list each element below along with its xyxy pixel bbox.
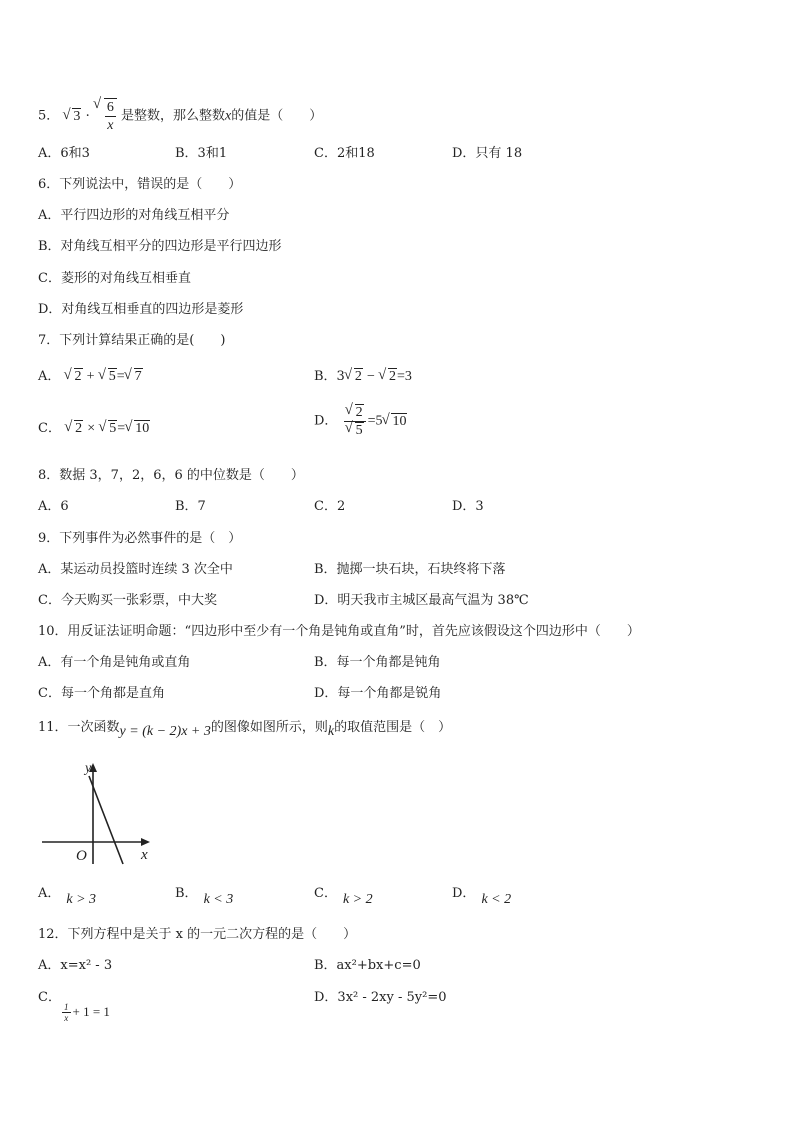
q7-option-d[interactable]: D． √ 2 √ 5 =5√ 10 bbox=[314, 404, 407, 439]
q10-stem: 10．用反证法证明命题：“四边形中至少有一个角是钝角或直角”时，首先应该假设这个四边形中（ ） bbox=[38, 624, 640, 639]
q9-stem: 9．下列事件为必然事件的是（ ） bbox=[38, 531, 242, 546]
q10-option-c[interactable]: C．每一个角都是直角 bbox=[38, 686, 165, 701]
y-label: y bbox=[85, 761, 92, 776]
q6-stem: 6．下列说法中，错误的是（ ） bbox=[38, 177, 242, 192]
q5-option-c[interactable]: C．2和18 bbox=[314, 146, 375, 161]
q6-option-b[interactable]: B．对角线互相平分的四边形是平行四边形 bbox=[38, 239, 282, 254]
q5-option-a[interactable]: A．6和3 bbox=[38, 146, 90, 161]
q9-option-a[interactable]: A．某运动员投篮时连续 3 次全中 bbox=[38, 562, 233, 577]
q10-option-a[interactable]: A．有一个角是钝角或直角 bbox=[38, 655, 191, 670]
q10-option-b[interactable]: B．每一个角都是钝角 bbox=[314, 655, 441, 670]
q8-option-d[interactable]: D．3 bbox=[452, 499, 484, 514]
q6-option-c[interactable]: C．菱形的对角线互相垂直 bbox=[38, 271, 191, 286]
q9-option-b[interactable]: B．抛掷一块石块，石块终将下落 bbox=[314, 562, 506, 577]
q11-graph bbox=[40, 756, 160, 866]
q12-option-b[interactable]: B．ax²+bx+c=0 bbox=[314, 958, 421, 973]
q11-function: y = (k − 2)x + 3 bbox=[119, 724, 211, 739]
q12-option-d[interactable]: D．3x² - 2xy - 5y²=0 bbox=[314, 990, 447, 1005]
q7-option-c[interactable]: C． √ 2 × √ 5=√ 10 bbox=[38, 421, 150, 437]
q8-option-b[interactable]: B．7 bbox=[175, 499, 206, 514]
q8-option-a[interactable]: A．6 bbox=[38, 499, 69, 514]
q8-stem: 8．数据 3，7，2，6，6 的中位数是（ ） bbox=[38, 468, 304, 483]
q11-option-d[interactable]: D． k < 2 bbox=[452, 886, 512, 907]
q8-option-c[interactable]: C．2 bbox=[314, 499, 346, 514]
q6-option-a[interactable]: A．平行四边形的对角线互相平分 bbox=[38, 208, 230, 223]
q11-option-a[interactable]: A． k > 3 bbox=[38, 886, 97, 907]
q12-stem: 12．下列方程中是关于 x 的一元二次方程的是（ ） bbox=[38, 927, 357, 942]
q9-option-d[interactable]: D．明天我市主城区最高气温为 38℃ bbox=[314, 593, 529, 608]
q7-option-a[interactable]: A． √ 2 + √ 5=√ 7 bbox=[38, 369, 143, 385]
q5-sqrt-frac: √ $\frac{6}{x}$ bbox=[94, 98, 117, 134]
q6-option-d[interactable]: D．对角线互相垂直的四边形是菱形 bbox=[38, 302, 244, 317]
x-label: x bbox=[141, 847, 148, 863]
q5-stem: 5． √ 3 · √ $\frac{6}{x}$ 是整数，那么整数x的值是（ ） bbox=[38, 98, 322, 134]
q9-option-c[interactable]: C．今天购买一张彩票，中大奖 bbox=[38, 593, 217, 608]
q11-option-b[interactable]: B． k < 3 bbox=[175, 886, 234, 907]
q10-option-d[interactable]: D．每一个角都是锐角 bbox=[314, 686, 442, 701]
q5-sqrt3: √ 3 bbox=[63, 109, 81, 125]
q12-option-a[interactable]: A．x=x² - 3 bbox=[38, 958, 113, 973]
q11-stem: 11．一次函数y = (k − 2)x + 3的图像如图所示，则k的取值范围是（ ） bbox=[38, 720, 452, 739]
q11-option-c[interactable]: C． k > 2 bbox=[314, 886, 373, 907]
q7-stem: 7．下列计算结果正确的是( ) bbox=[38, 333, 226, 348]
q12-option-c-expr: $\frac{1}{x}$ + 1 = 1 bbox=[64, 1002, 110, 1023]
q7-option-b[interactable]: B．3√ 2 − √ 2=3 bbox=[314, 369, 412, 385]
origin-label: O bbox=[76, 848, 87, 864]
q5-option-d[interactable]: D．只有 18 bbox=[452, 146, 523, 161]
q12-option-c[interactable]: C． bbox=[38, 990, 61, 1005]
q5-option-b[interactable]: B．3和1 bbox=[175, 146, 228, 161]
x-axis-arrow-icon bbox=[141, 838, 150, 846]
function-line bbox=[89, 776, 123, 864]
